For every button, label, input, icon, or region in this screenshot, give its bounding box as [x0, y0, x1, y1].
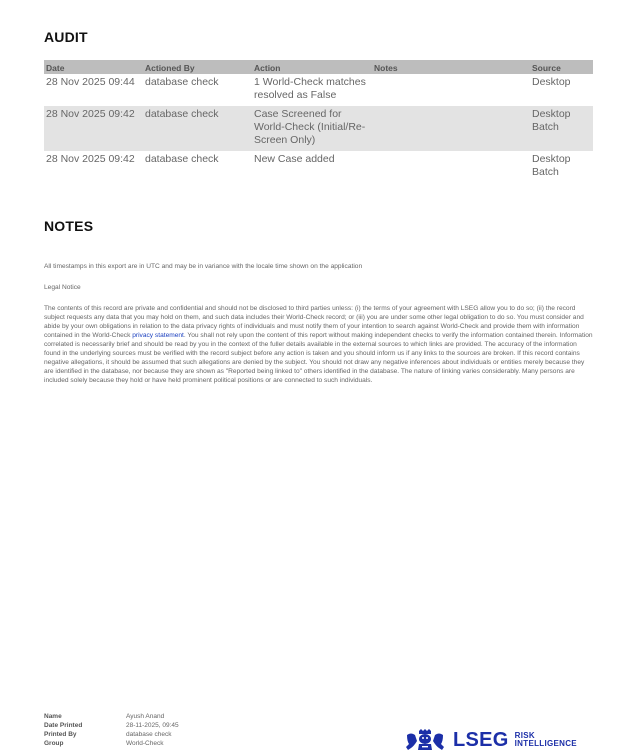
meta-value: World-Check — [126, 740, 164, 747]
cell-date: 28 Nov 2025 09:44 — [46, 76, 135, 88]
meta-value: database check — [126, 731, 172, 738]
cell-actioned-by: database check — [145, 108, 219, 120]
notes-body — [44, 262, 593, 385]
timestamp-note: All timestamps in this export are in UTC and may be in variance with the locale time shown on the application — [44, 263, 363, 270]
privacy-statement-link[interactable]: privacy statement — [132, 332, 184, 339]
cell-source: Desktop — [532, 76, 571, 88]
audit-section-title: AUDIT — [44, 29, 88, 45]
column-header-actioned-by: Actioned By — [143, 60, 252, 74]
meta-row-group — [44, 739, 179, 748]
meta-label: Name — [44, 713, 62, 720]
print-metadata — [44, 712, 179, 748]
column-header-date: Date — [44, 60, 143, 74]
table-row — [44, 74, 593, 106]
meta-label: Date Printed — [44, 722, 83, 729]
meta-label: Group — [44, 740, 64, 747]
table-row — [44, 151, 593, 183]
meta-row-name — [44, 712, 179, 721]
cell-action: Case Screened for World-Check (Initial/Re-Screen Only) — [254, 108, 366, 146]
meta-row-printed-by — [44, 730, 179, 739]
lion-crest-icon — [405, 729, 445, 751]
logo-subtitle-line-1: RISK — [514, 731, 535, 740]
meta-label: Printed By — [44, 731, 77, 738]
cell-notes — [372, 74, 530, 106]
meta-value: 28-11-2025, 09:45 — [126, 722, 179, 729]
meta-value: Ayush Anand — [126, 713, 165, 720]
cell-date: 28 Nov 2025 09:42 — [46, 153, 135, 165]
lseg-logo — [405, 728, 577, 752]
logo-subtitle-line-2: INTELLIGENCE — [514, 739, 577, 748]
column-header-action: Action — [252, 60, 372, 74]
cell-source: Desktop Batch — [532, 153, 571, 178]
cell-source: Desktop Batch — [532, 108, 571, 133]
cell-notes — [372, 106, 530, 151]
column-header-notes: Notes — [372, 60, 530, 74]
audit-table — [44, 60, 593, 183]
cell-actioned-by: database check — [145, 76, 219, 88]
legal-text-part-2: . You shall not rely upon the content of this report without making independent checks to verify the information contained therein. Information correlated is necessarily brief and should be read by you in the context of the fuller details available in the external sources to which links are provided. The accuracy of the information found in the underlying sources must be verified with the record subject before any action is taken and you should inform us if any links to the sources are broken. If this record contains negative allegations, it should be assumed that such allegations are denied by the subject. You should not draw any negative inferences about individuals or entities merely because they are identified in the database, nor because they are shown as "Reported being linked to" others identified in the database. The nature of linking varies considerably. Many persons are included solely because they hold or have held prominent political positions or are connected to such individuals. — [44, 332, 593, 384]
notes-section-title: NOTES — [44, 218, 94, 234]
legal-text-part-1: The contents of this record are private and confidential and should not be disclosed to third parties unless: (i) the terms of your agreement with LSEG allow you to do so; (ii) the record subject requests any data that you may hold on them, and such data includes their World-Check record; or (iii) you are under some other legal obligation to do so. You must consider and abide by your own obligations in relation to the data privacy rights of individuals and must notify them of your intention to search against World-Check and provide them with information contained in the World-Check — [44, 305, 584, 339]
cell-notes — [372, 151, 530, 183]
table-row — [44, 106, 593, 151]
column-header-source: Source — [530, 60, 593, 74]
meta-row-date-printed — [44, 721, 179, 730]
cell-date: 28 Nov 2025 09:42 — [46, 108, 135, 120]
legal-notice-text — [44, 304, 593, 385]
legal-notice-heading: Legal Notice — [44, 284, 81, 291]
logo-brand-text: LSEG — [453, 728, 509, 751]
cell-action: New Case added — [254, 153, 335, 165]
audit-header-row — [44, 60, 593, 74]
cell-actioned-by: database check — [145, 153, 219, 165]
cell-action: 1 World-Check matches resolved as False — [254, 76, 366, 101]
logo-subtitle — [515, 732, 577, 748]
